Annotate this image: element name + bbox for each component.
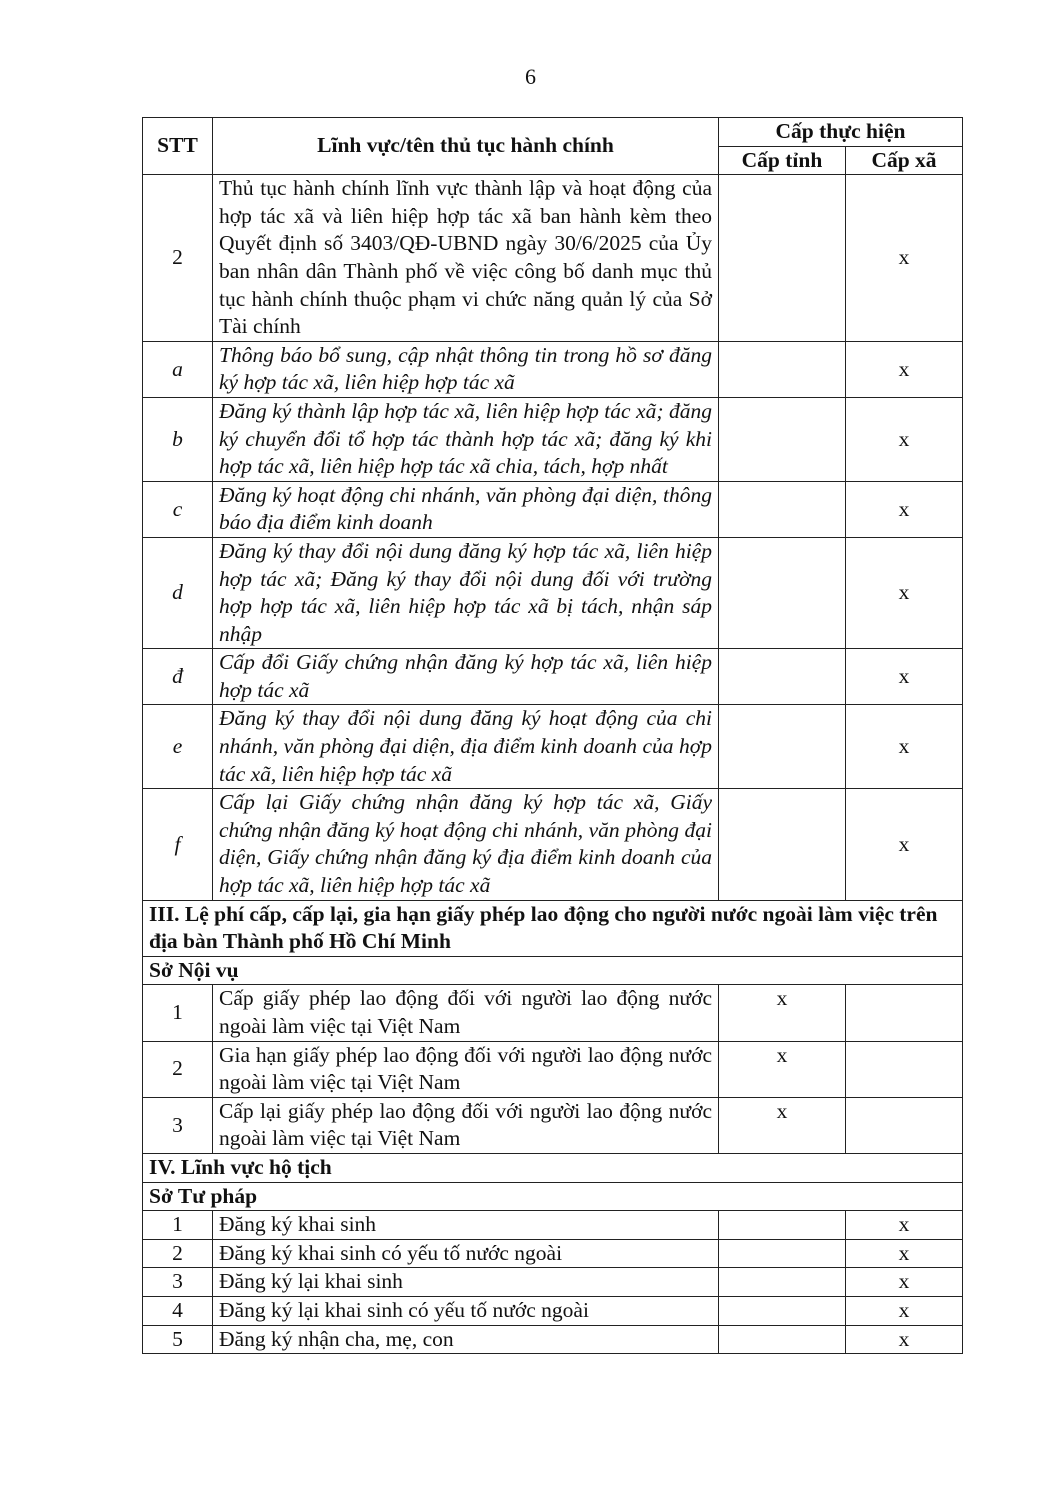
section-row (143, 956, 963, 985)
row-procedure-name: Thông báo bổ sung, cập nhật thông tin trong hồ sơ đăng ký hợp tác xã, liên hiệp hợp tác xã (213, 341, 719, 397)
row-commune-mark (846, 985, 963, 1041)
row-commune-mark: x (846, 705, 963, 789)
row-stt: 4 (143, 1296, 213, 1325)
section-row (143, 1182, 963, 1211)
row-procedure-name: Đăng ký hoạt động chi nhánh, văn phòng đại diện, thông báo địa điểm kinh doanh (213, 481, 719, 537)
row-stt: 2 (143, 1041, 213, 1097)
row-commune-mark: x (846, 1268, 963, 1297)
section-title: IV. Lĩnh vực hộ tịch (143, 1153, 963, 1182)
table-row (143, 1211, 963, 1240)
table-row (143, 481, 963, 537)
row-province-mark: x (719, 1041, 846, 1097)
row-province-mark (719, 175, 846, 342)
row-province-mark (719, 1296, 846, 1325)
table-row (143, 789, 963, 900)
row-procedure-name: Cấp lại Giấy chứng nhận đăng ký hợp tác xã, Giấy chứng nhận đăng ký hoạt động chi nhánh, văn phòng đại diện, Giấy chứng nhận đăng ký địa điểm kinh doanh của hợp tác xã, liên hiệp hợp tác xã (213, 789, 719, 900)
row-procedure-name: Đăng ký thành lập hợp tác xã, liên hiệp hợp tác xã; đăng ký chuyển đổi tổ hợp tác thành hợp tác xã; đăng ký khi hợp tác xã, liên hiệp hợp tác xã chia, tách, hợp nhất (213, 397, 719, 481)
row-province-mark (719, 537, 846, 648)
row-province-mark (719, 1211, 846, 1240)
table-row (143, 341, 963, 397)
procedure-table (142, 117, 963, 1354)
header-level: Cấp thực hiện (719, 118, 963, 147)
row-commune-mark: x (846, 649, 963, 705)
row-commune-mark: x (846, 341, 963, 397)
table-header (143, 118, 963, 175)
row-province-mark: x (719, 985, 846, 1041)
table-row (143, 1097, 963, 1153)
table-row (143, 649, 963, 705)
row-commune-mark: x (846, 1239, 963, 1268)
row-province-mark (719, 397, 846, 481)
row-procedure-name: Cấp đổi Giấy chứng nhận đăng ký hợp tác xã, liên hiệp hợp tác xã (213, 649, 719, 705)
page-number: 6 (525, 64, 536, 89)
row-stt: 3 (143, 1268, 213, 1297)
row-stt: 2 (143, 175, 213, 342)
row-province-mark: x (719, 1097, 846, 1153)
row-stt: 1 (143, 1211, 213, 1240)
header-stt: STT (143, 118, 213, 175)
section-title: Sở Nội vụ (143, 956, 963, 985)
row-procedure-name: Đăng ký khai sinh có yếu tố nước ngoài (213, 1239, 719, 1268)
header-commune: Cấp xã (846, 146, 963, 175)
row-procedure-name: Đăng ký lại khai sinh (213, 1268, 719, 1297)
row-stt: c (143, 481, 213, 537)
row-stt: b (143, 397, 213, 481)
row-stt: f (143, 789, 213, 900)
table-row (143, 985, 963, 1041)
table-row (143, 175, 963, 342)
row-province-mark (719, 481, 846, 537)
row-province-mark (719, 341, 846, 397)
section-row (143, 900, 963, 956)
table-row (143, 1239, 963, 1268)
row-procedure-name: Đăng ký thay đổi nội dung đăng ký hoạt động của chi nhánh, văn phòng đại diện, địa điểm kinh doanh của hợp tác xã, liên hiệp hợp tác xã (213, 705, 719, 789)
row-procedure-name: Cấp giấy phép lao động đối với người lao động nước ngoài làm việc tại Việt Nam (213, 985, 719, 1041)
row-province-mark (719, 705, 846, 789)
row-commune-mark: x (846, 481, 963, 537)
table-body (143, 175, 963, 1354)
row-province-mark (719, 649, 846, 705)
row-stt: đ (143, 649, 213, 705)
section-title: III. Lệ phí cấp, cấp lại, gia hạn giấy phép lao động cho người nước ngoài làm việc trên địa bàn Thành phố Hồ Chí Minh (143, 900, 963, 956)
row-procedure-name: Đăng ký nhận cha, mẹ, con (213, 1325, 719, 1354)
row-province-mark (719, 789, 846, 900)
row-procedure-name: Thủ tục hành chính lĩnh vực thành lập và hoạt động của hợp tác xã và liên hiệp hợp tác xã ban hành kèm theo Quyết định số 3403/QĐ-UBND ngày 30/6/2025 của Ủy ban nhân dân Thành phố về việc công bố danh mục thủ tục hành chính thuộc phạm vi chức năng quản lý của Sở Tài chính (213, 175, 719, 342)
table-row (143, 1041, 963, 1097)
table-row (143, 537, 963, 648)
row-procedure-name: Đăng ký thay đổi nội dung đăng ký hợp tác xã, liên hiệp hợp tác xã; Đăng ký thay đổi nội dung đối với trường hợp hợp tác xã, liên hiệp hợp tác xã bị tách, nhận sáp nhập (213, 537, 719, 648)
row-procedure-name: Đăng ký khai sinh (213, 1211, 719, 1240)
row-stt: a (143, 341, 213, 397)
row-province-mark (719, 1268, 846, 1297)
row-commune-mark: x (846, 397, 963, 481)
row-commune-mark (846, 1041, 963, 1097)
row-commune-mark: x (846, 537, 963, 648)
row-commune-mark: x (846, 1296, 963, 1325)
row-commune-mark: x (846, 1211, 963, 1240)
row-procedure-name: Gia hạn giấy phép lao động đối với người lao động nước ngoài làm việc tại Việt Nam (213, 1041, 719, 1097)
row-commune-mark: x (846, 175, 963, 342)
row-province-mark (719, 1325, 846, 1354)
row-commune-mark (846, 1097, 963, 1153)
table-row (143, 705, 963, 789)
row-commune-mark: x (846, 789, 963, 900)
row-commune-mark: x (846, 1325, 963, 1354)
row-stt: d (143, 537, 213, 648)
row-stt: 2 (143, 1239, 213, 1268)
section-title: Sở Tư pháp (143, 1182, 963, 1211)
row-procedure-name: Cấp lại giấy phép lao động đối với người lao động nước ngoài làm việc tại Việt Nam (213, 1097, 719, 1153)
row-stt: 1 (143, 985, 213, 1041)
table-row (143, 1268, 963, 1297)
row-procedure-name: Đăng ký lại khai sinh có yếu tố nước ngoài (213, 1296, 719, 1325)
row-province-mark (719, 1239, 846, 1268)
header-name: Lĩnh vực/tên thủ tục hành chính (213, 118, 719, 175)
section-row (143, 1153, 963, 1182)
table-row (143, 397, 963, 481)
table-row (143, 1296, 963, 1325)
row-stt: 3 (143, 1097, 213, 1153)
header-province: Cấp tỉnh (719, 146, 846, 175)
row-stt: 5 (143, 1325, 213, 1354)
row-stt: e (143, 705, 213, 789)
table-row (143, 1325, 963, 1354)
